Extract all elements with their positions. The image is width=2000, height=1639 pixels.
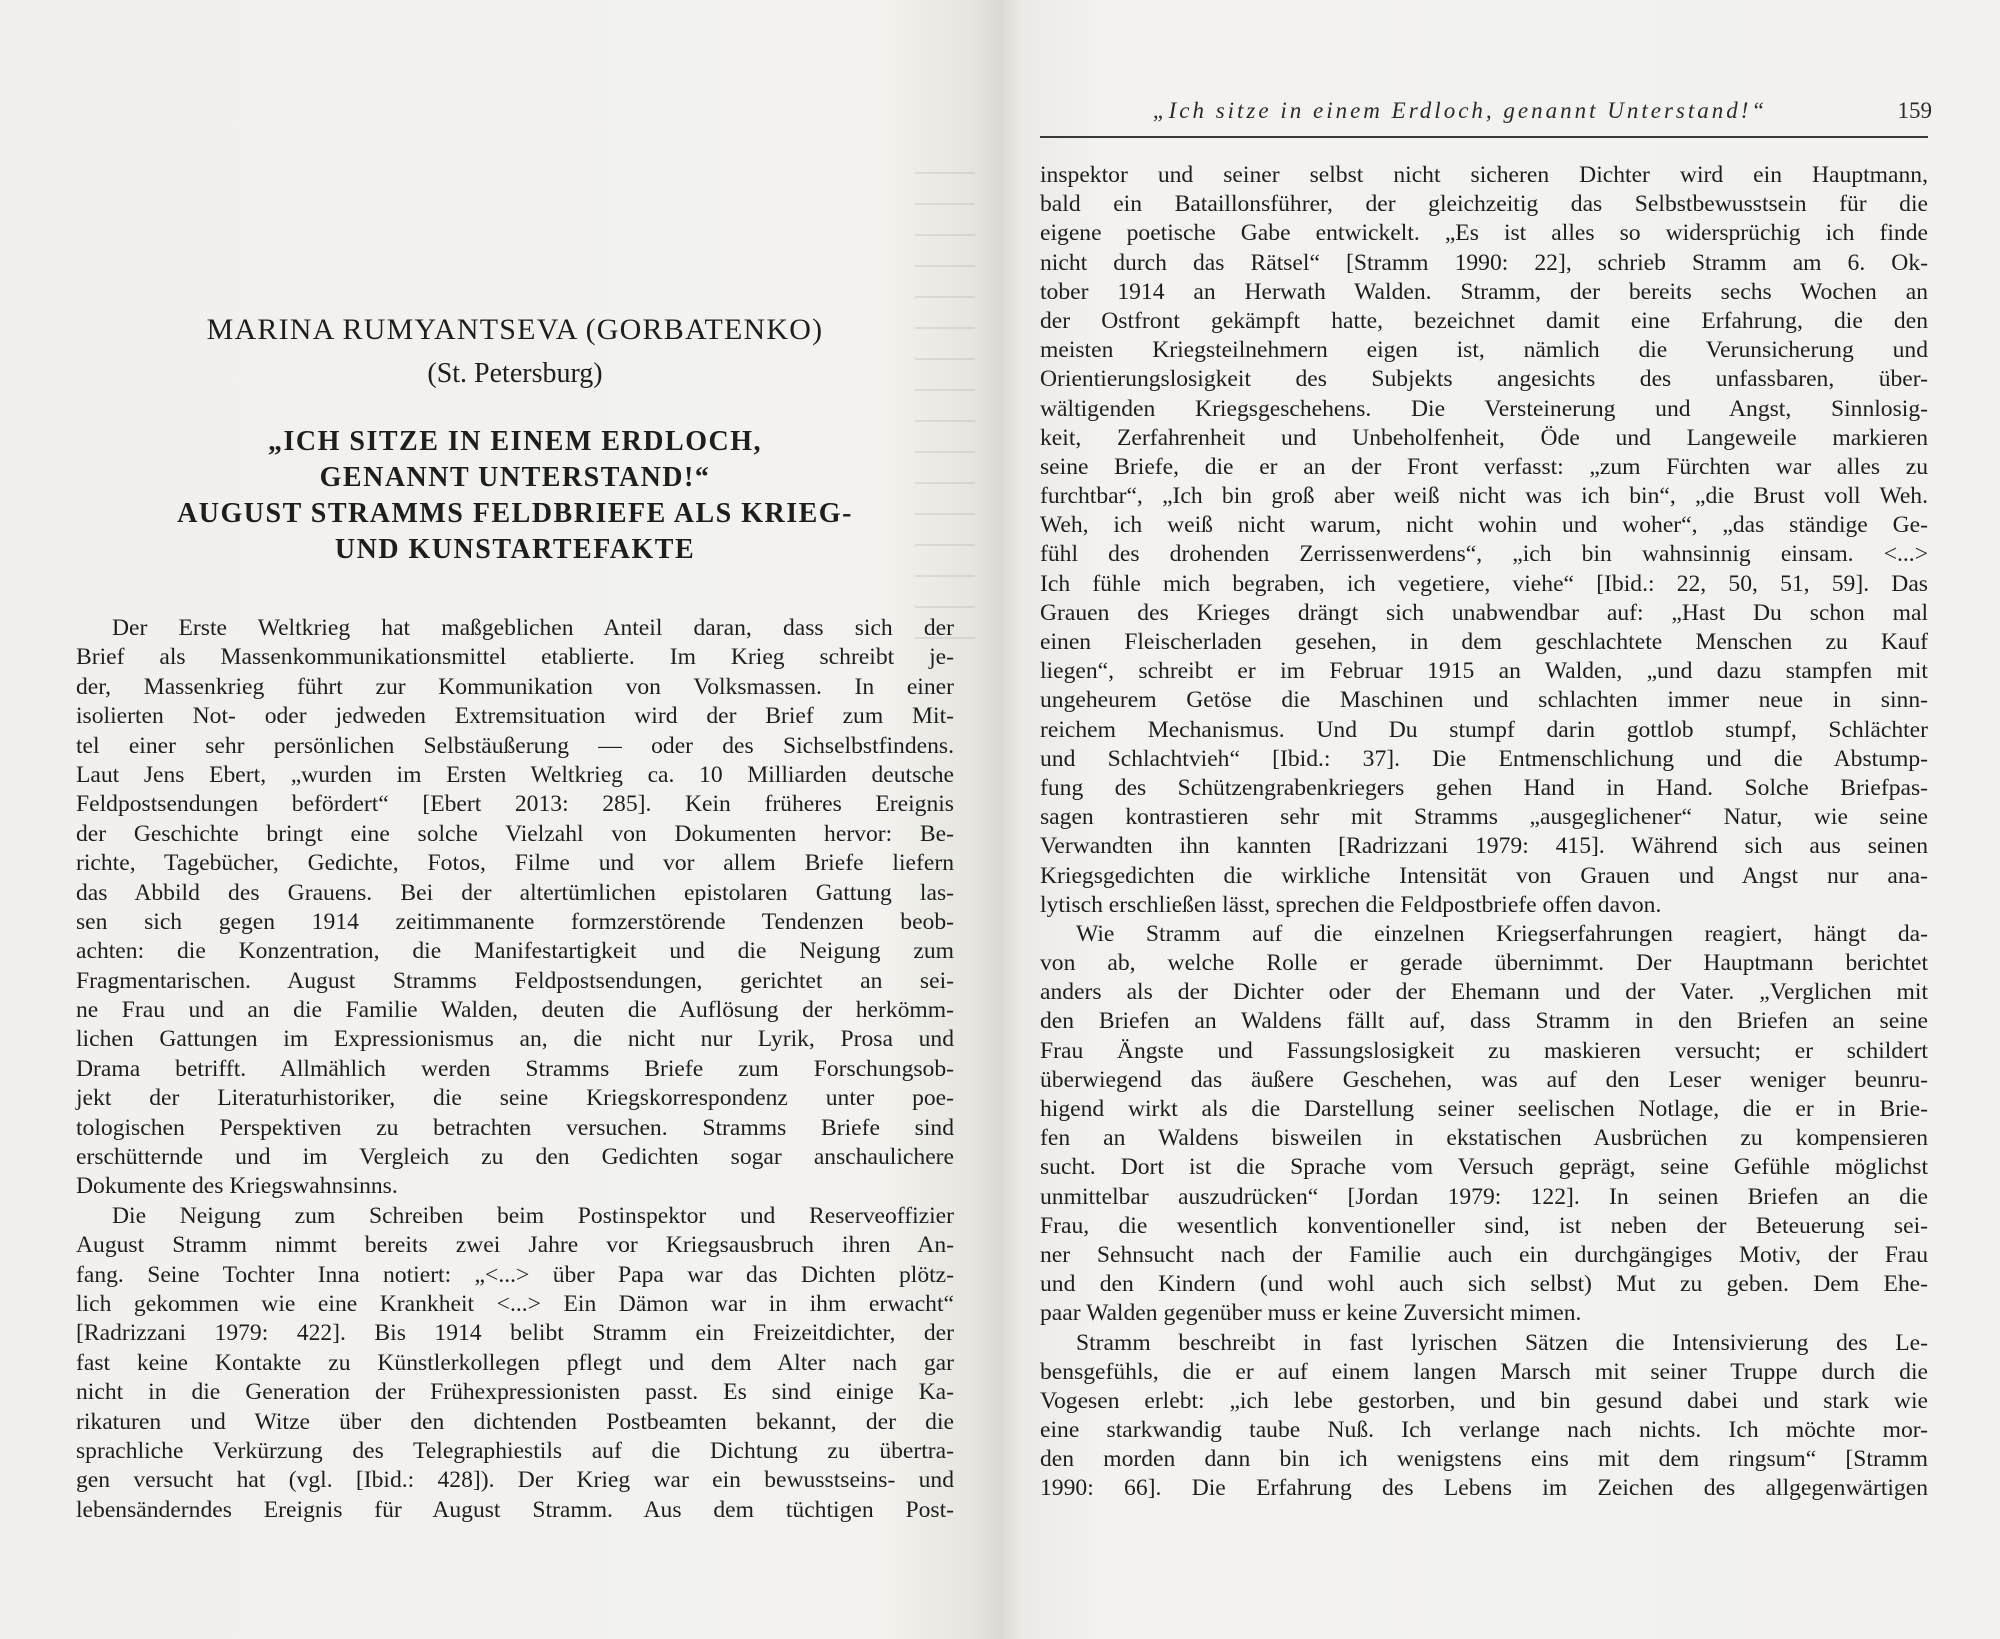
text-line: Kriegsgedichten die wirkliche Intensität von Grauen und Angst nur ana- <box>1040 862 1928 889</box>
text-line: eine starkwandig taube Nuß. Ich verlange nach nichts. Ich möchte mor- <box>1040 1417 1928 1444</box>
text-line: furchtbar“, „Ich bin groß aber weiß nicht was ich bin“, „die Brust voll Weh. <box>1040 483 1928 510</box>
text-line: unmittelbar auszudrücken“ [Jordan 1979: 122]. In seinen Briefen an die <box>1040 1183 1928 1210</box>
text-line: Frau, die wesentlich konventioneller sind, ist neben der Beteuerung sei- <box>1040 1212 1928 1239</box>
text-line: ner Sehnsucht nach der Familie auch ein durchgängiges Motiv, der Frau <box>1040 1241 1928 1268</box>
text-line: gen versucht hat (vgl. [Ibid.: 428]). Der Krieg war ein bewusstseins- und <box>76 1467 954 1494</box>
text-line: Der Erste Weltkrieg hat maßgeblichen Anteil daran, dass sich der <box>112 615 954 641</box>
text-line: meisten Kriegsteilnehmern eigen ist, nämlich die Verunsicherung und <box>1040 337 1928 364</box>
text-line: tologischen Perspektiven zu betrachten versuchen. Stramms Briefe sind <box>76 1114 954 1141</box>
text-line: tel einer sehr persönlichen Selbstäußerung — oder des Sichselbstfindens. <box>76 732 954 759</box>
text-line: Grauen des Krieges drängt sich unabwendbar auf: „Hast Du schon mal <box>1040 599 1928 626</box>
text-line: sagen kontrastieren sehr mit Stramms „ausgeglichener“ Natur, wie seine <box>1040 804 1928 831</box>
text-line: rikaturen und Witze über den dichtenden Postbeamten bekannt, der die <box>76 1408 954 1435</box>
text-line: lich gekommen wie eine Krankheit <...> Ein Dämon war in ihm erwacht“ <box>76 1290 954 1317</box>
text-line: bensgefühls, die er auf einem langen Marsch mit seiner Truppe durch die <box>1040 1358 1928 1385</box>
text-line: Drama betrifft. Allmählich werden Stramms Briefe zum Forschungsob- <box>76 1055 954 1082</box>
text-line: fen an Waldens bisweilen in ekstatischen Ausbrüchen zu kompensieren <box>1040 1125 1928 1152</box>
text-line: der Ostfront gekämpft hatte, bezeichnet damit eine Erfahrung, die den <box>1040 307 1928 334</box>
text-line: eigene poetische Gabe entwickelt. „Es ist alles so widersprüchig ich finde <box>1040 220 1928 247</box>
text-line: den Briefen an Waldens fällt auf, dass Stramm in den Briefen an seine <box>1040 1008 1928 1035</box>
text-line: jekt der Literaturhistoriker, die seine Kriegskorrespondenz unter poe- <box>76 1085 954 1112</box>
text-line: paar Walden gegenüber muss er keine Zuversicht mimen. <box>1040 1300 1582 1327</box>
text-line: Frau Ängste und Fassungslosigkeit zu maskieren versucht; er schildert <box>1040 1037 1928 1064</box>
text-line: das Abbild des Grauens. Bei der altertümlichen epistolaren Gattung las- <box>76 879 954 906</box>
text-line: Orientierungslosigkeit des Subjekts angesichts des unfassbaren, über- <box>1040 366 1928 393</box>
text-line: ungeheurem Getöse die Maschinen und schlachten immer neue in sinn- <box>1040 687 1928 714</box>
text-line: Laut Jens Ebert, „wurden im Ersten Weltkrieg ca. 10 Milliarden deutsche <box>76 761 954 788</box>
right-body-text <box>1040 161 1928 1504</box>
text-line: Wie Stramm auf die einzelnen Kriegserfahrungen reagiert, hängt da- <box>1076 920 1928 947</box>
text-line: sprachliche Verkürzung des Telegraphiestils auf die Dichtung zu übertra- <box>76 1437 954 1464</box>
page-number: 159 <box>1897 98 1932 123</box>
title-line: AUGUST STRAMMS FELDBRIEFE ALS KRIEG- <box>177 498 853 529</box>
text-line: Dokumente des Kriegswahnsinns. <box>76 1173 398 1200</box>
text-line: higend wirkt als die Darstellung seiner seelischen Notlage, die er in Brie- <box>1040 1096 1928 1122</box>
text-line: inspektor und seiner selbst nicht sicheren Dichter wird ein Hauptmann, <box>1040 162 1928 188</box>
text-line: Stramm beschreibt in fast lyrischen Sätzen die Intensivierung des Le- <box>1076 1329 1928 1356</box>
text-line: Weh, ich weiß nicht warum, nicht wohin und woher“, „das ständige Ge- <box>1040 512 1928 539</box>
text-line: sen sich gegen 1914 zeitimmanente formzerstörende Tendenzen beob- <box>76 908 954 935</box>
title-line: „ICH SITZE IN EINEM ERDLOCH, <box>268 426 762 457</box>
text-line: reichem Mechanismus. Und Du stumpf darin gottlob stumpf, Schlächter <box>1040 716 1928 743</box>
text-line: von ab, welche Rolle er gerade übernimmt. Der Hauptmann berichtet <box>1040 950 1928 977</box>
text-line: der, Massenkrieg führt zur Kommunikation von Volksmassen. In einer <box>76 673 954 700</box>
text-line: ne Frau und an die Familie Walden, deuten die Auflösung der herkömm- <box>76 997 954 1024</box>
text-line: 1990: 66]. Die Erfahrung des Lebens im Zeichen des allgegenwärtigen <box>1040 1475 1928 1502</box>
text-line: August Stramm nimmt bereits zwei Jahre vor Kriegsausbruch ihren An- <box>76 1232 954 1259</box>
text-line: überwiegend das äußere Geschehen, was auf den Leser weniger beunru- <box>1040 1066 1928 1093</box>
text-line: Verwandten ihn kannten [Radrizzani 1979: 415]. Während sich aus seinen <box>1040 833 1928 860</box>
text-line: keit, Zerfahrenheit und Unbeholfenheit, Öde und Langeweile markieren <box>1040 424 1928 451</box>
text-line: den morden dann bin ich wenigstens eins mit dem ringsum“ [Stramm <box>1040 1446 1928 1473</box>
article-author: MARINA RUMYANTSEVA (GORBATENKO) <box>206 313 824 346</box>
text-line: Brief als Massenkommunikationsmittel etablierte. Im Krieg schreibt je- <box>76 644 954 671</box>
text-line: Die Neigung zum Schreiben beim Postinspektor und Reserveoffizier <box>112 1202 954 1229</box>
text-line: Feldpostsendungen befördert“ [Ebert 2013: 285]. Kein früheres Ereignis <box>76 791 954 818</box>
text-line: anders als der Dichter oder der Ehemann und der Vater. „Verglichen mit <box>1040 979 1928 1006</box>
article-title <box>120 424 910 568</box>
text-line: lichen Gattungen im Expressionismus an, die nicht nur Lyrik, Prosa und <box>76 1026 954 1053</box>
author-affiliation: (St. Petersburg) <box>427 358 603 389</box>
text-line: sucht. Dort ist die Sprache vom Versuch geprägt, seine Gefühle möglichst <box>1040 1154 1928 1181</box>
text-line: Vogesen erlebt: „ich lebe gestorben, und bin gesund dabei und stark wie <box>1040 1387 1928 1414</box>
text-line: nicht in die Generation der Frühexpressionisten passt. Es sind einige Ka- <box>76 1379 954 1406</box>
running-head: „Ich sitze in einem Erdloch, genannt Unterstand!“ <box>1152 98 1768 123</box>
title-line: GENANNT UNTERSTAND!“ <box>319 462 711 493</box>
bleed-through-text <box>915 150 975 650</box>
text-line: fang. Seine Tochter Inna notiert: „<...> über Papa war das Dichten plötz- <box>76 1261 954 1288</box>
text-line: liegen“, schreibt er im Februar 1915 an Walden, „und dazu stampfen mit <box>1040 658 1928 685</box>
text-line: tober 1914 an Herwath Walden. Stramm, der bereits sechs Wochen an <box>1040 278 1928 305</box>
text-line: wältigenden Kriegsgeschehens. Die Versteinerung und Angst, Sinnlosig- <box>1040 395 1928 422</box>
text-line: erschütternde und im Vergleich zu den Gedichten sogar anschaulichere <box>76 1144 954 1171</box>
text-line: seine Briefe, die er an der Front verfasst: „zum Fürchten war alles zu <box>1040 453 1928 480</box>
text-line: fühl des drohenden Zerrissenwerdens“, „ich bin wahnsinnig einsam. <...> <box>1040 541 1928 568</box>
text-line: [Radrizzani 1979: 422]. Bis 1914 belibt Stramm ein Freizeitdichter, der <box>76 1320 954 1347</box>
text-line: bald ein Bataillonsführer, der gleichzeitig das Selbstbewusstsein für die <box>1040 191 1928 218</box>
text-line: und Schlachtvieh“ [Ibid.: 37]. Die Entmenschlichung und die Abstump- <box>1040 745 1928 772</box>
left-body-text <box>76 614 954 1525</box>
text-line: lebensänderndes Ereignis für August Stramm. Aus dem tüchtigen Post- <box>76 1496 954 1523</box>
text-line: Fragmentarischen. August Stramms Feldpostsendungen, gerichtet an sei- <box>76 967 954 994</box>
text-line: lytisch erschließen lässt, sprechen die Feldpostbriefe offen davon. <box>1040 891 1662 918</box>
header-rule <box>1040 136 1928 138</box>
title-line: UND KUNSTARTEFAKTE <box>334 534 696 565</box>
text-line: einen Fleischerladen gesehen, in dem geschlachtete Menschen zu Kauf <box>1040 629 1928 655</box>
text-line: richte, Tagebücher, Gedichte, Fotos, Filme und vor allem Briefe liefern <box>76 850 954 877</box>
text-line: der Geschichte bringt eine solche Vielzahl von Dokumenten hervor: Be- <box>76 820 954 847</box>
text-line: nicht durch das Rätsel“ [Stramm 1990: 22], schrieb Stramm am 6. Ok- <box>1040 249 1928 276</box>
text-line: fung des Schützengrabenkriegers gehen Hand in Hand. Solche Briefpas- <box>1040 774 1928 801</box>
text-line: achten: die Konzentration, die Manifestartigkeit und die Neigung zum <box>76 938 954 965</box>
text-line: fast keine Kontakte zu Künstlerkollegen pflegt und dem Alter nach gar <box>76 1349 954 1376</box>
text-line: isolierten Not- oder jedweden Extremsituation wird der Brief zum Mit- <box>76 703 954 730</box>
text-line: und den Kindern (und wohl auch sich selbst) Mut zu geben. Dem Ehe- <box>1040 1271 1928 1298</box>
text-line: Ich fühle mich begraben, ich vegetiere, viehe“ [Ibid.: 22, 50, 51, 59]. Das <box>1040 570 1928 597</box>
